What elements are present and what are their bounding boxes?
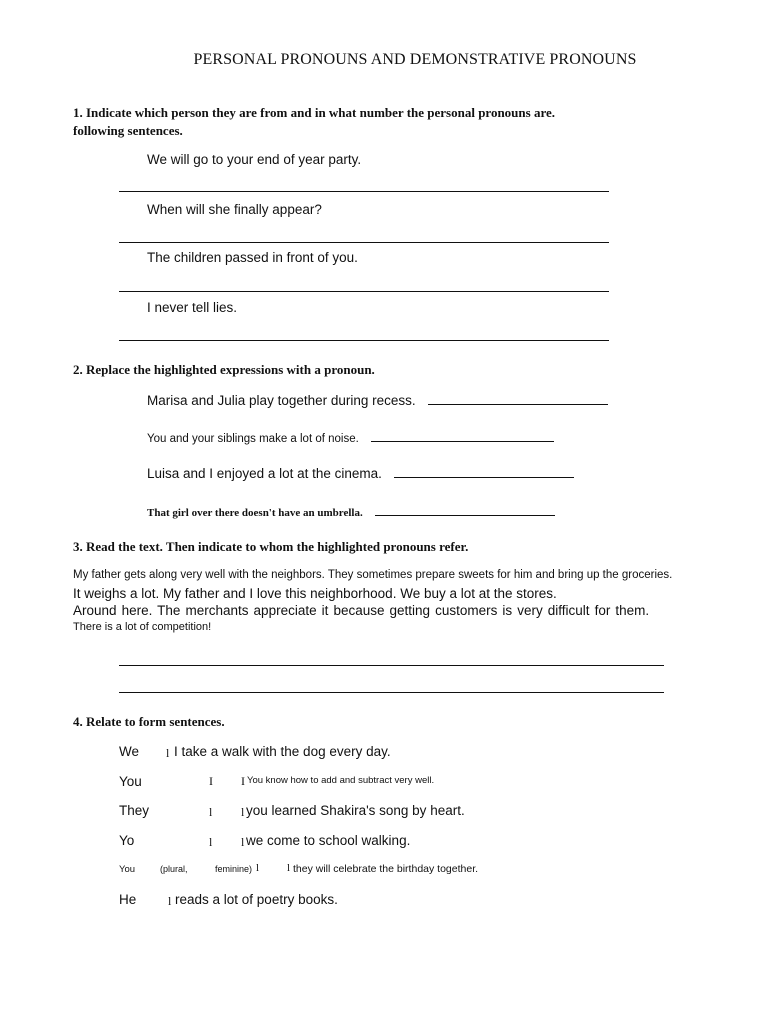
answer-line[interactable] [119, 340, 609, 341]
q1-item: The children passed in front of you. [147, 250, 358, 265]
match-dot-icon[interactable]: l [209, 835, 213, 849]
page-title: PERSONAL PRONOUNS AND DEMONSTRATIVE PRONOUNS [193, 51, 637, 68]
match-left-pronoun[interactable]: Yo [119, 833, 135, 848]
q2-item: You and your siblings make a lot of noise. [143, 429, 554, 445]
answer-line[interactable] [119, 665, 664, 666]
q1-item: We will go to your end of year party. [147, 152, 362, 167]
reading-text-line: There is a lot of competition! [73, 621, 212, 633]
question-1-heading: 1. Indicate which person they are from and in what number the personal pronouns are. [73, 105, 556, 120]
match-dot-icon[interactable]: l [256, 862, 260, 874]
match-dot-icon[interactable]: l [287, 862, 291, 874]
match-left-pronoun[interactable]: You [119, 774, 142, 789]
match-left-pronoun[interactable]: They [119, 803, 150, 818]
match-dot-icon[interactable]: I [209, 774, 213, 788]
match-dot-icon[interactable]: l [166, 746, 170, 760]
match-left-note: feminine) [215, 864, 253, 874]
answer-line[interactable] [119, 291, 609, 292]
q1-item: When will she finally appear? [147, 202, 322, 217]
match-left-pronoun[interactable]: You [119, 864, 136, 875]
question-4-heading: 4. Relate to form sentences. [73, 714, 225, 729]
match-right-sentence[interactable]: I take a walk with the dog every day. [174, 744, 391, 759]
answer-blank[interactable] [375, 503, 555, 516]
match-dot-icon[interactable]: l [168, 894, 172, 908]
reading-text-line: My father gets along very well with the neighbors. They sometimes prepare sweets for him and bring up the groceries. [73, 569, 673, 581]
answer-line[interactable] [119, 692, 664, 693]
answer-blank[interactable] [371, 429, 554, 442]
answer-line[interactable] [119, 191, 609, 192]
match-left-pronoun[interactable]: He [119, 892, 137, 907]
match-dot-icon[interactable]: l [241, 805, 245, 819]
reading-text-line: It weighs a lot. My father and I love this neighborhood. We buy a lot at the stores. [73, 586, 557, 601]
answer-blank[interactable] [428, 392, 608, 405]
question-2-heading: 2. Replace the highlighted expressions with a pronoun. [73, 362, 375, 377]
answer-line[interactable] [119, 242, 609, 243]
match-right-sentence[interactable]: they will celebrate the birthday together. [293, 863, 479, 875]
answer-blank[interactable] [394, 465, 574, 478]
question-3-heading: 3. Read the text. Then indicate to whom the highlighted pronouns refer. [73, 539, 469, 554]
match-left-pronoun[interactable]: We [119, 744, 140, 759]
q1-item: I never tell lies. [147, 300, 238, 315]
match-right-sentence[interactable]: reads a lot of poetry books. [175, 892, 338, 907]
match-dot-icon[interactable]: l [241, 835, 245, 849]
q2-item: Marisa and Julia play together during recess. [143, 392, 608, 408]
match-dot-icon[interactable]: I [241, 774, 245, 788]
question-1-heading-continued: following sentences. [73, 123, 183, 138]
q2-item: That girl over there doesn't have an umbrella. [143, 503, 555, 519]
reading-text-line: Around here. The merchants appreciate it because getting customers is very difficult for them. [73, 603, 650, 618]
q2-item: Luisa and I enjoyed a lot at the cinema. [143, 465, 574, 481]
match-left-note: (plural, [160, 864, 188, 874]
match-right-sentence[interactable]: you learned Shakira's song by heart. [246, 803, 465, 818]
match-right-sentence[interactable]: You know how to add and subtract very well. [247, 775, 435, 786]
match-right-sentence[interactable]: we come to school walking. [246, 833, 411, 848]
match-dot-icon[interactable]: l [209, 805, 213, 819]
